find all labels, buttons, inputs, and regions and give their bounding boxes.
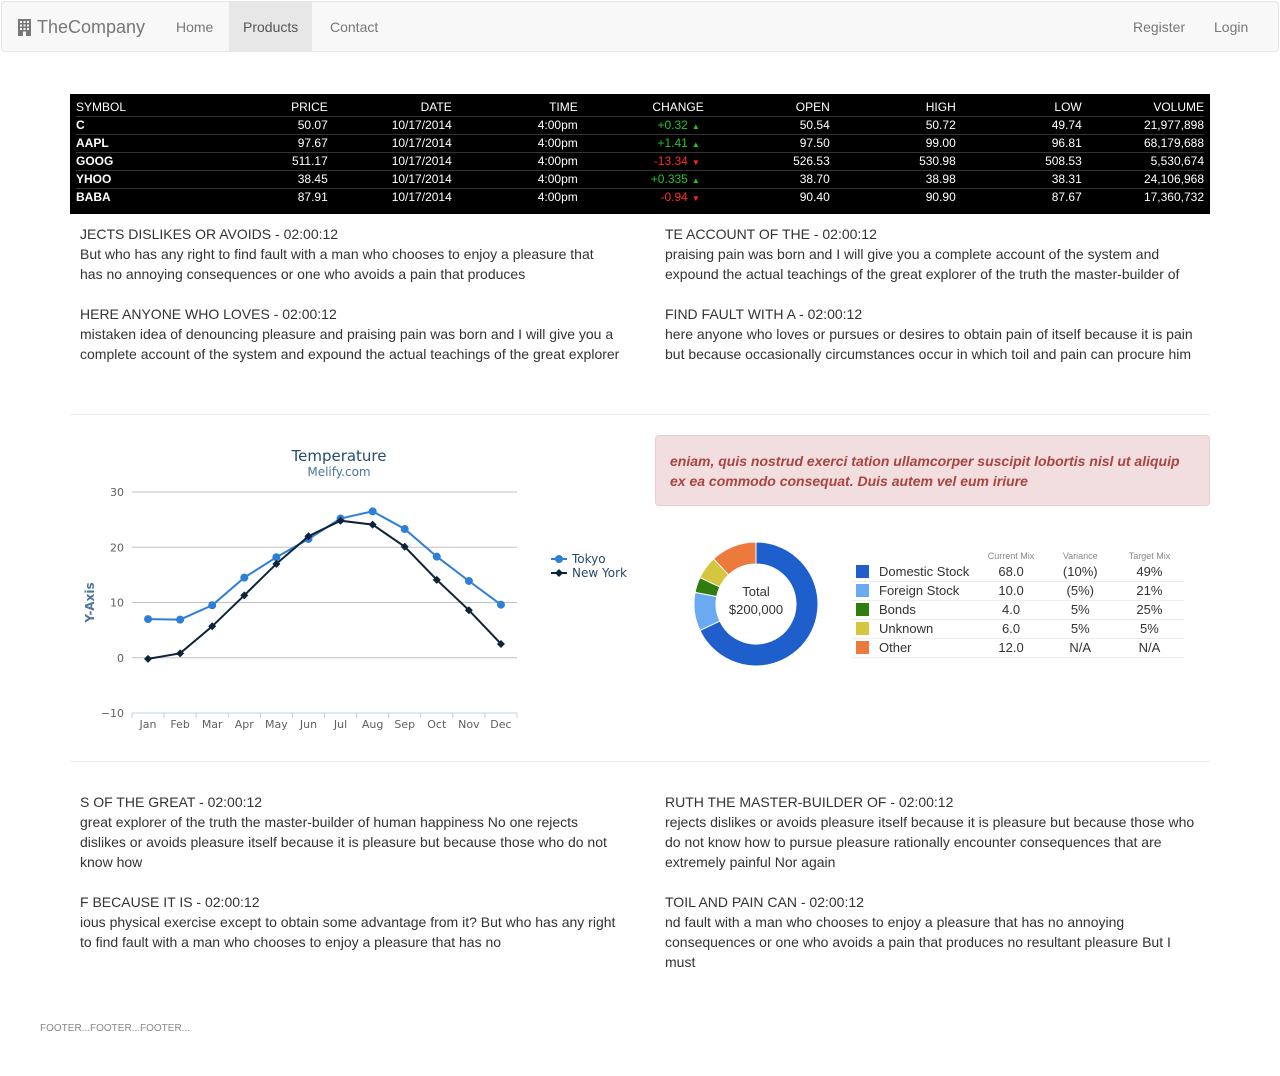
- legend-marker: [555, 569, 563, 577]
- x-tick-label: Apr: [234, 718, 254, 731]
- allocation-target: 25%: [1115, 600, 1184, 619]
- news-item: [80, 304, 620, 364]
- allocation-name-cell: [852, 581, 976, 600]
- news-item: [80, 224, 620, 284]
- news-headline[interactable]: HERE ANYONE WHO LOVES - 02:00:12: [80, 306, 337, 322]
- allocation-name: Bonds: [879, 602, 916, 617]
- donut-total-value: $200,000: [728, 602, 784, 617]
- ticker-time: 4:00pm: [452, 116, 578, 134]
- building-icon: [18, 19, 31, 36]
- y-tick-label: −10: [100, 707, 124, 720]
- legend-swatch: [856, 565, 869, 578]
- ticker-time: 4:00pm: [452, 134, 578, 152]
- temperature-chart-svg: [70, 435, 648, 735]
- legend-swatch: [856, 584, 869, 597]
- nav-register[interactable]: Register: [1133, 19, 1186, 35]
- legend-label: New York: [572, 566, 627, 580]
- ticker-open: 90.40: [704, 188, 830, 206]
- allocation-variance: (10%): [1046, 562, 1115, 581]
- x-tick-label: Jun: [299, 718, 318, 731]
- news-body: ious physical exercise except to obtain some advantage from it? But who has any right to find fault with a man who chooses to enjoy a pleasure that has no: [80, 914, 616, 950]
- ticker-high: 38.98: [830, 170, 956, 188]
- ticker-low: 49.74: [956, 116, 1082, 134]
- ticker-open: 526.53: [704, 152, 830, 170]
- ticker-header: PRICE: [291, 99, 328, 114]
- ticker-volume: 17,360,732: [1082, 188, 1204, 206]
- divider: [70, 414, 1210, 415]
- ticker-open: 38.70: [704, 170, 830, 188]
- news-headline[interactable]: S OF THE GREAT - 02:00:12: [80, 794, 263, 810]
- news-item: [80, 892, 620, 952]
- allocation-target: 49%: [1115, 562, 1184, 581]
- brand-name: TheCompany: [37, 16, 146, 37]
- ticker-date: 10/17/2014: [328, 188, 452, 206]
- ticker-change: [578, 188, 704, 206]
- news-body: But who has any right to find fault with a man who chooses to enjoy a pleasure that has no annoying consequences or one who avoids a pain that produces: [80, 246, 594, 282]
- legend-label: Tokyo: [572, 552, 606, 566]
- ticker-symbol: C: [76, 116, 178, 134]
- allocation-name-cell: [852, 600, 976, 619]
- ticker-price: 38.45: [178, 170, 328, 188]
- change-value: -13.34: [653, 154, 688, 168]
- allocation-name-cell: [852, 562, 976, 581]
- y-axis-label: Y-Axis: [83, 582, 97, 623]
- x-tick-label: Jan: [139, 718, 157, 731]
- ticker-row: [76, 170, 1204, 188]
- news-body: here anyone who loves or pursues or desires to obtain pain of itself because it is pain but because occasionally circumstances occur in which toil and pain can procure him: [665, 326, 1193, 362]
- allocation-name-cell: [852, 638, 976, 657]
- ticker-table: [76, 98, 1204, 206]
- ticker-row: [76, 188, 1204, 206]
- ticker-price: 97.67: [178, 134, 328, 152]
- change-value: +0.32: [657, 118, 688, 132]
- x-tick-label: Feb: [170, 718, 190, 731]
- x-tick-label: Dec: [490, 718, 512, 731]
- arrow-up-icon: ▲: [691, 176, 700, 185]
- ticker-symbol: AAPL: [76, 134, 178, 152]
- ticker-high: 90.90: [830, 188, 956, 206]
- x-tick-label: Sep: [394, 718, 416, 731]
- news-headline[interactable]: TOIL AND PAIN CAN - 02:00:12: [665, 894, 864, 910]
- x-tick-label: Oct: [427, 718, 447, 731]
- ticker-high: 99.00: [830, 134, 956, 152]
- ticker-open: 97.50: [704, 134, 830, 152]
- data-point: [433, 553, 441, 561]
- news-body: rejects dislikes or avoids pleasure itself because it is pleasure but because those who do not know how to pursue pleasure rationally encounter consequences that are extremely painful Nor again: [665, 814, 1195, 870]
- x-tick-label: Aug: [361, 718, 384, 731]
- allocation-target: 5%: [1115, 619, 1184, 638]
- ticker-volume: 21,977,898: [1082, 116, 1204, 134]
- ticker-header: DATE: [420, 99, 452, 114]
- allocation-row: [852, 619, 1184, 638]
- allocation-variance: (5%): [1046, 581, 1115, 600]
- ticker-date: 10/17/2014: [328, 134, 452, 152]
- allocation-target: 21%: [1115, 581, 1184, 600]
- allocation-row: [852, 562, 1184, 581]
- ticker-price: 511.17: [178, 152, 328, 170]
- allocation-header-blank: [852, 550, 976, 562]
- temperature-chart: [70, 435, 648, 735]
- donut-total: [690, 583, 822, 619]
- legend-swatch: [856, 622, 869, 635]
- data-point: [401, 525, 409, 533]
- ticker-high: 530.98: [830, 152, 956, 170]
- news-headline[interactable]: JECTS DISLIKES OR AVOIDS - 02:00:12: [80, 226, 339, 242]
- divider: [70, 761, 1210, 762]
- ticker-header: OPEN: [795, 99, 830, 114]
- ticker-volume: 24,106,968: [1082, 170, 1204, 188]
- change-value: +0.335: [650, 172, 688, 186]
- allocation-header: Variance: [1062, 551, 1098, 561]
- ticker-low: 508.53: [956, 152, 1082, 170]
- allocation-current: 4.0: [976, 600, 1045, 619]
- news-body: mistaken idea of denouncing pleasure and praising pain was born and I will give you a complete account of the system and expound the actual teachings of the great explorer: [80, 326, 620, 362]
- news-item: [665, 892, 1205, 972]
- data-point: [208, 601, 216, 609]
- ticker-change: [578, 116, 704, 134]
- legend-marker: [555, 555, 563, 563]
- ticker-header: LOW: [1054, 99, 1082, 114]
- ticker-change: [578, 134, 704, 152]
- ticker-time: 4:00pm: [452, 188, 578, 206]
- ticker-row: [76, 116, 1204, 134]
- news-headline[interactable]: F BECAUSE IT IS - 02:00:12: [80, 894, 260, 910]
- ticker-price: 50.07: [178, 116, 328, 134]
- ticker-header: TIME: [549, 99, 578, 114]
- ticker-symbol: BABA: [76, 188, 178, 206]
- allocation-header-row: [852, 550, 1184, 562]
- legend-swatch: [856, 641, 869, 654]
- ticker-change: [578, 170, 704, 188]
- news-item: [665, 224, 1205, 284]
- ticker-date: 10/17/2014: [328, 152, 452, 170]
- ticker-open: 50.54: [704, 116, 830, 134]
- brand[interactable]: [18, 2, 145, 52]
- allocation-row: [852, 600, 1184, 619]
- data-point: [465, 577, 473, 585]
- allocation-variance: 5%: [1046, 600, 1115, 619]
- allocation-current: 10.0: [976, 581, 1045, 600]
- nav-products[interactable]: Products: [229, 2, 312, 52]
- news-headline[interactable]: TE ACCOUNT OF THE - 02:00:12: [665, 226, 877, 242]
- allocation-header: Target Mix: [1128, 551, 1171, 561]
- ticker-header: HIGH: [925, 99, 956, 114]
- y-tick-label: 10: [110, 596, 124, 610]
- series-line-new-york: [148, 521, 501, 659]
- x-tick-label: Mar: [201, 718, 223, 731]
- x-tick-label: May: [265, 718, 288, 731]
- allocation-current: 12.0: [976, 638, 1045, 657]
- data-point: [144, 655, 152, 663]
- news-body: nd fault with a man who chooses to enjoy a pleasure that has no annoying consequences or one who avoids a pain that produces no resultant pleasure But I must: [665, 914, 1171, 970]
- legend-swatch: [856, 603, 869, 616]
- allocation-current: 6.0: [976, 619, 1045, 638]
- ticker-row: [76, 152, 1204, 170]
- alert-message: eniam, quis nostrud exerci tation ullamcorper suscipit lobortis nisl ut aliquip ex ea commodo consequat. Duis autem vel eum iriure: [655, 435, 1210, 506]
- ticker-change: [578, 152, 704, 170]
- ticker-header: VOLUME: [1153, 99, 1204, 114]
- chart-title: Temperature: [291, 447, 387, 465]
- ticker-high: 50.72: [830, 116, 956, 134]
- ticker-volume: 5,530,674: [1082, 152, 1204, 170]
- data-point: [497, 601, 505, 609]
- allocation-row: [852, 638, 1184, 657]
- allocation-current: 68.0: [976, 562, 1045, 581]
- allocation-variance: 5%: [1046, 619, 1115, 638]
- y-tick-label: 20: [110, 541, 124, 555]
- news-item: [665, 792, 1205, 872]
- nav-login[interactable]: Login: [1214, 19, 1249, 35]
- ticker-header-row: [76, 98, 1204, 116]
- ticker-header: SYMBOL: [76, 99, 127, 114]
- change-value: +1.41: [657, 136, 688, 150]
- ticker-volume: 68,179,688: [1082, 134, 1204, 152]
- change-value: -0.94: [660, 190, 688, 205]
- ticker-header: CHANGE: [652, 99, 704, 114]
- y-tick-label: 30: [110, 486, 124, 499]
- allocation-name: Domestic Stock: [879, 563, 970, 579]
- ticker-low: 38.31: [956, 170, 1082, 188]
- allocation-table: [852, 550, 1184, 658]
- arrow-down-icon: ▼: [691, 158, 700, 167]
- arrow-up-icon: ▲: [691, 140, 700, 149]
- news-headline[interactable]: RUTH THE MASTER-BUILDER OF - 02:00:12: [665, 794, 954, 810]
- ticker-row: [76, 134, 1204, 152]
- data-point: [144, 615, 152, 623]
- news-item: [80, 792, 620, 872]
- arrow-down-icon: ▼: [691, 194, 700, 204]
- ticker-time: 4:00pm: [452, 170, 578, 188]
- x-tick-label: Nov: [458, 718, 480, 731]
- news-headline[interactable]: FIND FAULT WITH A - 02:00:12: [665, 306, 863, 322]
- ticker-time: 4:00pm: [452, 152, 578, 170]
- footer: FOOTER...FOOTER...FOOTER...: [40, 1023, 190, 1034]
- ticker-low: 87.67: [956, 188, 1082, 206]
- ticker-date: 10/17/2014: [328, 170, 452, 188]
- allocation-name: Other: [879, 640, 912, 655]
- allocation-name: Unknown: [879, 621, 934, 636]
- ticker-low: 96.81: [956, 134, 1082, 152]
- nav-home[interactable]: Home: [176, 19, 214, 35]
- ticker-date: 10/17/2014: [328, 116, 452, 134]
- news-body: great explorer of the truth the master-builder of human happiness No one rejects dislikes or avoids pleasure itself because it is pleasure but because those who do not know how: [80, 814, 607, 870]
- allocation-header: Current Mix: [987, 551, 1035, 561]
- ticker-price: 87.91: [178, 188, 328, 206]
- allocation-variance: N/A: [1046, 638, 1115, 657]
- nav-contact[interactable]: Contact: [330, 19, 379, 35]
- allocation-name: Foreign Stock: [879, 583, 960, 598]
- data-point: [176, 616, 184, 624]
- news-body: praising pain was born and I will give you a complete account of the system and expound the actual teachings of the great explorer of the truth the master-builder of: [665, 246, 1180, 282]
- donut-total-label: Total: [742, 584, 770, 599]
- ticker-symbol: YHOO: [76, 170, 178, 188]
- navbar: [1, 1, 1279, 52]
- arrow-up-icon: ▲: [691, 122, 700, 131]
- allocation-row: [852, 581, 1184, 600]
- x-tick-label: Jul: [333, 718, 348, 731]
- chart-subtitle: Melify.com: [307, 465, 371, 479]
- data-point: [369, 507, 377, 515]
- allocation-name-cell: [852, 619, 976, 638]
- ticker-symbol: GOOG: [76, 152, 178, 170]
- stock-ticker: [70, 94, 1210, 214]
- allocation-target: N/A: [1115, 638, 1184, 657]
- data-point: [240, 574, 248, 582]
- news-item: [665, 304, 1205, 364]
- y-tick-label: 0: [117, 651, 124, 665]
